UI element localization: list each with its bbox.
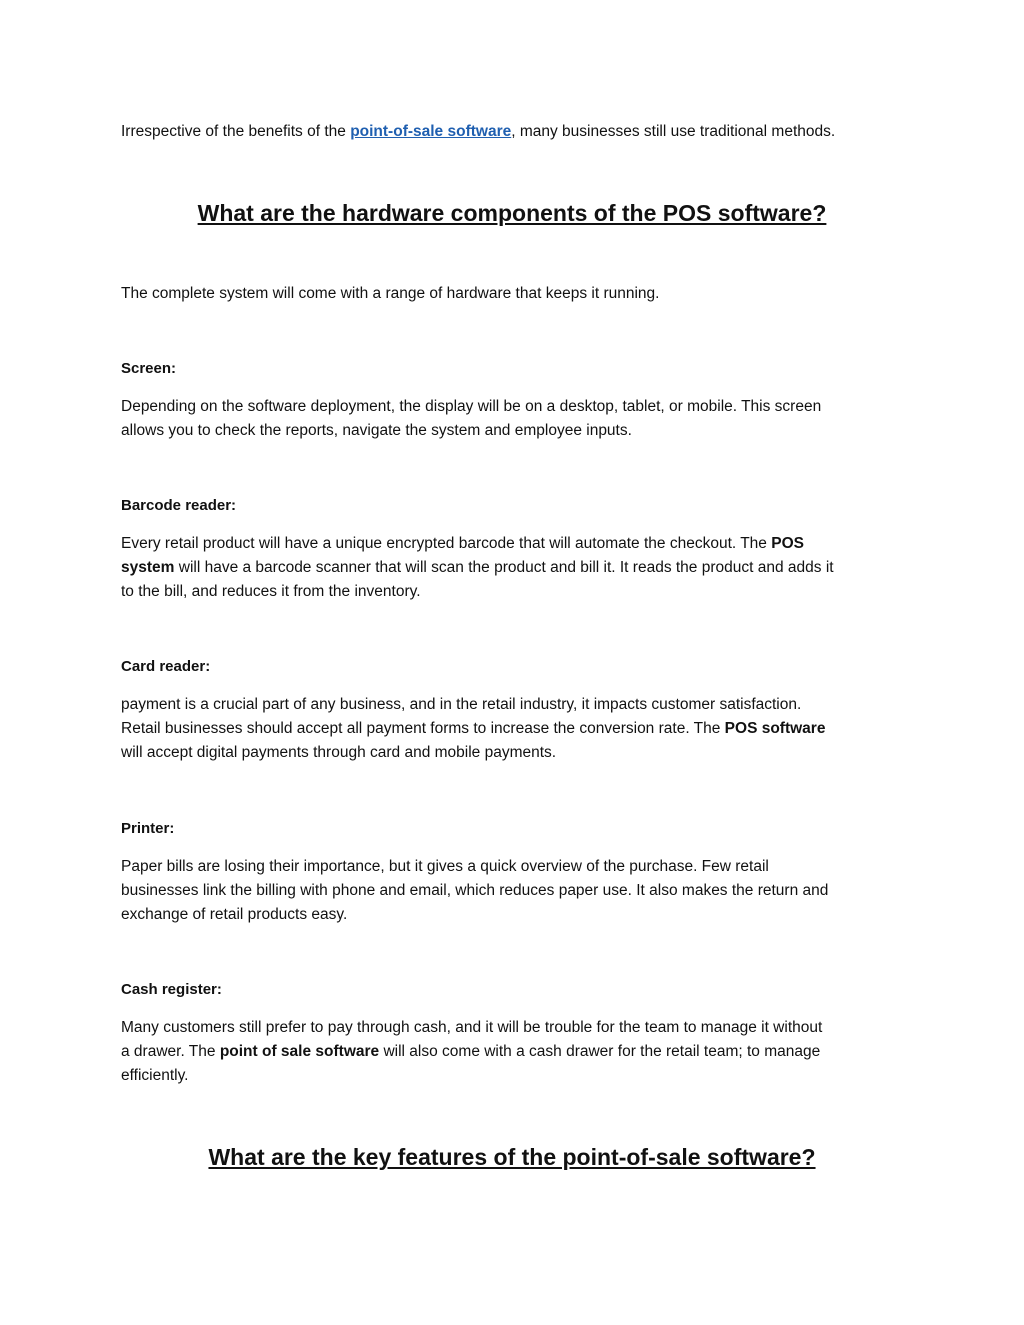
intro-text-before: Irrespective of the benefits of the xyxy=(121,123,351,140)
bold-text: point of sale software xyxy=(219,1043,380,1060)
text-line: Paper bills are losing their importance, but it gives a quick overview of the purchase. Few retail xyxy=(121,858,769,875)
section-title-screen: Screen: xyxy=(121,360,177,377)
bold-text: POS xyxy=(771,535,804,552)
intro-text-after: , many businesses still use traditional methods. xyxy=(511,123,836,140)
text-line: to the bill, and reduces it from the inventory. xyxy=(121,583,421,600)
section-title-card-reader: Card reader: xyxy=(121,658,211,675)
text-span: Retail businesses should accept all payment forms to increase the conversion rate. The xyxy=(121,720,725,737)
section-body-barcode-reader xyxy=(121,532,905,604)
section-body-screen xyxy=(121,395,905,443)
text-span: a drawer. The xyxy=(121,1043,220,1060)
intro-paragraph xyxy=(121,120,905,144)
text-line xyxy=(121,1040,905,1064)
text-line xyxy=(121,717,905,741)
text-line: Many customers still prefer to pay through cash, and it will be trouble for the team to manage it without xyxy=(121,1019,823,1036)
section-body-printer xyxy=(121,855,905,927)
section-body-cash-register xyxy=(121,1016,905,1088)
text-line: payment is a crucial part of any business, and in the retail industry, it impacts customer satisfaction. xyxy=(121,696,802,713)
text-line: allows you to check the reports, navigate the system and employee inputs. xyxy=(121,422,632,439)
text-line: will accept digital payments through card and mobile payments. xyxy=(121,744,557,761)
heading-key-features: What are the key features of the point-of-sale software? xyxy=(208,1144,816,1170)
section-title-barcode-reader: Barcode reader: xyxy=(121,497,237,514)
text-line: efficiently. xyxy=(121,1067,189,1084)
section-body-card-reader xyxy=(121,693,905,765)
section-title-cash-register: Cash register: xyxy=(121,981,222,998)
bold-text: system xyxy=(121,559,175,576)
text-line: Depending on the software deployment, the display will be on a desktop, tablet, or mobile. This screen xyxy=(121,398,822,415)
text-span: will have a barcode scanner that will scan the product and bill it. It reads the product and adds it xyxy=(174,559,834,576)
heading-hardware-components: What are the hardware components of the POS software? xyxy=(197,200,827,226)
text-line xyxy=(121,532,905,556)
text-line xyxy=(121,556,905,580)
lead-paragraph: The complete system will come with a range of hardware that keeps it running. xyxy=(121,285,660,302)
pos-software-link[interactable]: point-of-sale software xyxy=(350,123,512,140)
section-title-printer: Printer: xyxy=(121,820,175,837)
text-span: Every retail product will have a unique encrypted barcode that will automate the checkout. The xyxy=(121,535,772,552)
text-line: exchange of retail products easy. xyxy=(121,906,348,923)
text-line: businesses link the billing with phone and email, which reduces paper use. It also makes the return and xyxy=(121,882,829,899)
text-span: will also come with a cash drawer for the retail team; to manage xyxy=(379,1043,821,1060)
bold-text: POS software xyxy=(724,720,826,737)
